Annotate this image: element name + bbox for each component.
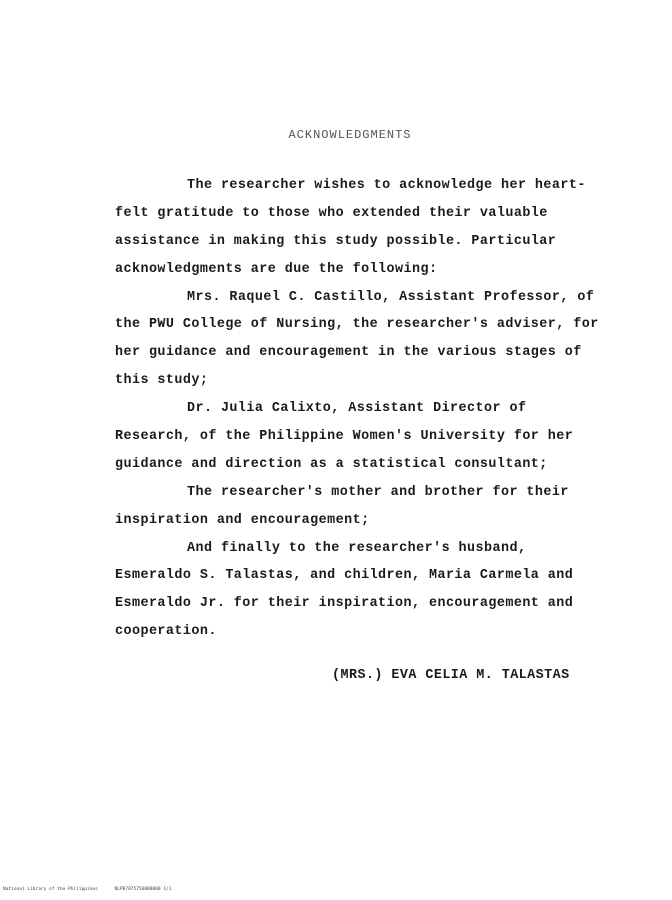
text-line: assistance in making this study possible. Particular	[115, 233, 557, 249]
footer-source: National Library of the Philippines	[3, 887, 98, 892]
text-line: Mrs. Raquel C. Castillo, Assistant Professor, of	[187, 289, 595, 305]
text-line: cooperation.	[115, 624, 217, 640]
text-line: The researcher's mother and brother for their	[187, 484, 569, 500]
page-title: ACKNOWLEDGMENTS	[288, 128, 412, 142]
text-line: Esmeraldo Jr. for their inspiration, encouragement and	[115, 596, 574, 612]
text-line: Research, of the Philippine Women's University for her	[115, 429, 574, 445]
text-line: The researcher wishes to acknowledge her heart-	[187, 178, 586, 193]
text-line: Dr. Julia Calixto, Assistant Director of	[187, 401, 527, 417]
text-line: her guidance and encouragement in the various stages of	[115, 345, 582, 361]
acknowledgment-body	[115, 172, 615, 646]
text-line: inspiration and encouragement;	[115, 512, 370, 528]
text-line: felt gratitude to those who extended their valuable	[115, 205, 548, 221]
text-line: And finally to the researcher's husband,	[187, 540, 527, 556]
text-line: acknowledgments are due the following:	[115, 261, 438, 277]
text-line: this study;	[115, 373, 209, 389]
text-line: guidance and direction as a statistical consultant;	[115, 456, 548, 472]
text-line: Esmeraldo S. Talastas, and children, Maria Carmela and	[115, 568, 574, 584]
text-line: the PWU College of Nursing, the researcher's adviser, for	[115, 317, 599, 333]
footer-code: NLP07075756000000 1/1	[114, 887, 172, 892]
footer-caption	[3, 887, 185, 892]
signature: (MRS.) EVA CELIA M. TALASTAS	[332, 668, 570, 683]
